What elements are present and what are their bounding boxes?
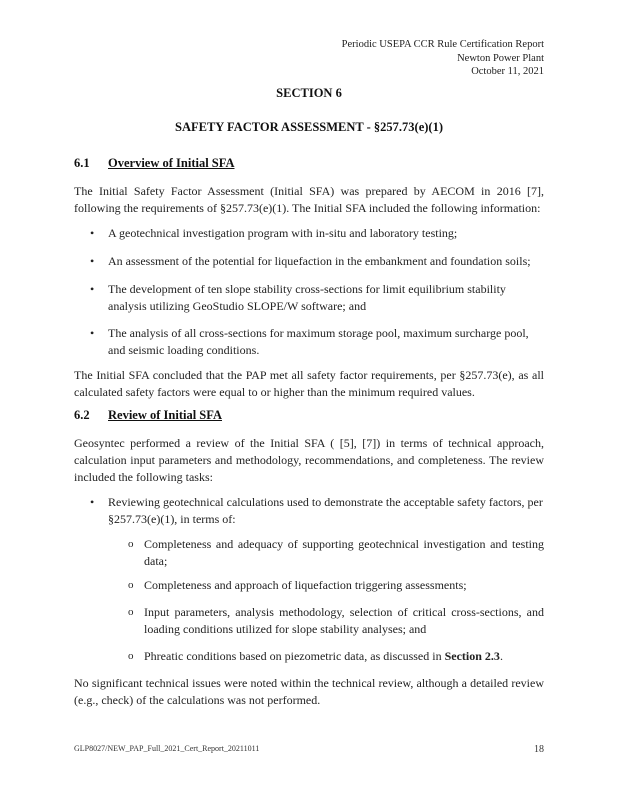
header-plant-name: Newton Power Plant	[457, 52, 544, 64]
hollow-circle-icon: o	[128, 606, 134, 618]
heading-6-2-title: Review of Initial SFA	[108, 408, 222, 422]
page-number: 18	[534, 744, 544, 755]
sub-bullet-text-prefix: Phreatic conditions based on piezometric data, as discussed in	[144, 649, 445, 663]
bullet-text: The analysis of all cross-sections for maximum storage pool, maximum surcharge pool, and seismic loading conditions.	[108, 326, 529, 357]
section-title: SAFETY FACTOR ASSESSMENT - §257.73(e)(1)	[175, 120, 443, 134]
sub-bullet-text-suffix: .	[499, 649, 503, 663]
footer-document-code: GLP8027/NEW_PAP_Full_2021_Cert_Report_20211011	[74, 744, 260, 753]
bullet-text: An assessment of the potential for liquefaction in the embankment and foundation soils;	[108, 254, 531, 268]
section-number: SECTION 6	[276, 86, 342, 100]
bullet-text: Reviewing geotechnical calculations used to demonstrate the acceptable safety factors, per §257.73(e)(1), in terms of:	[108, 495, 543, 526]
header-date: October 11, 2021	[471, 66, 544, 77]
hollow-circle-icon: o	[128, 538, 134, 550]
paragraph-6-2-intro: Geosyntec performed a review of the Initial SFA ( [5], [7]) in terms of technical approach, calculation input parameters and methodology, recommendations, and completeness. The review included the following tasks:	[74, 436, 544, 484]
hollow-circle-icon: o	[128, 650, 134, 662]
heading-6-2-number: 6.2	[74, 408, 90, 422]
bullet-icon: •	[90, 226, 95, 240]
bullet-icon: •	[90, 495, 95, 509]
heading-6-2	[74, 408, 222, 423]
bullet-icon: •	[90, 282, 95, 296]
heading-6-1-title: Overview of Initial SFA	[108, 156, 235, 170]
paragraph-6-1-conclusion: The Initial SFA concluded that the PAP met all safety factor requirements, per §257.73(e), as all calculated safety factors were equal to or higher than the minimum required values.	[74, 368, 544, 399]
paragraph-6-1-intro: The Initial Safety Factor Assessment (Initial SFA) was prepared by AECOM in 2016 [7], following the requirements of §257.73(e)(1). The Initial SFA included the following information:	[74, 184, 544, 215]
sub-bullet-text	[144, 648, 544, 665]
bullet-text: The development of ten slope stability cross-sections for limit equilibrium stability analysis utilizing GeoStudio SLOPE/W software; and	[108, 282, 506, 313]
section-2-3-reference: Section 2.3	[444, 649, 500, 663]
running-header	[342, 38, 544, 79]
sub-bullet-text: Completeness and approach of liquefaction triggering assessments;	[144, 578, 467, 592]
header-report-title: Periodic USEPA CCR Rule Certification Report	[341, 39, 544, 50]
heading-6-1-number: 6.1	[74, 156, 90, 170]
hollow-circle-icon: o	[128, 579, 134, 591]
heading-6-1	[74, 156, 235, 171]
sub-bullet-text: Input parameters, analysis methodology, selection of critical cross-sections, and loading conditions utilized for slope stability analyses; and	[144, 605, 544, 636]
bullet-text: A geotechnical investigation program with in-situ and laboratory testing;	[108, 226, 458, 240]
bullet-icon: •	[90, 326, 95, 340]
paragraph-6-2-conclusion: No significant technical issues were noted within the technical review, although a detailed review (e.g., check) of the calculations was not performed.	[74, 676, 544, 707]
sub-bullet-text: Completeness and adequacy of supporting geotechnical investigation and testing data;	[144, 537, 544, 568]
bullet-icon: •	[90, 254, 95, 268]
